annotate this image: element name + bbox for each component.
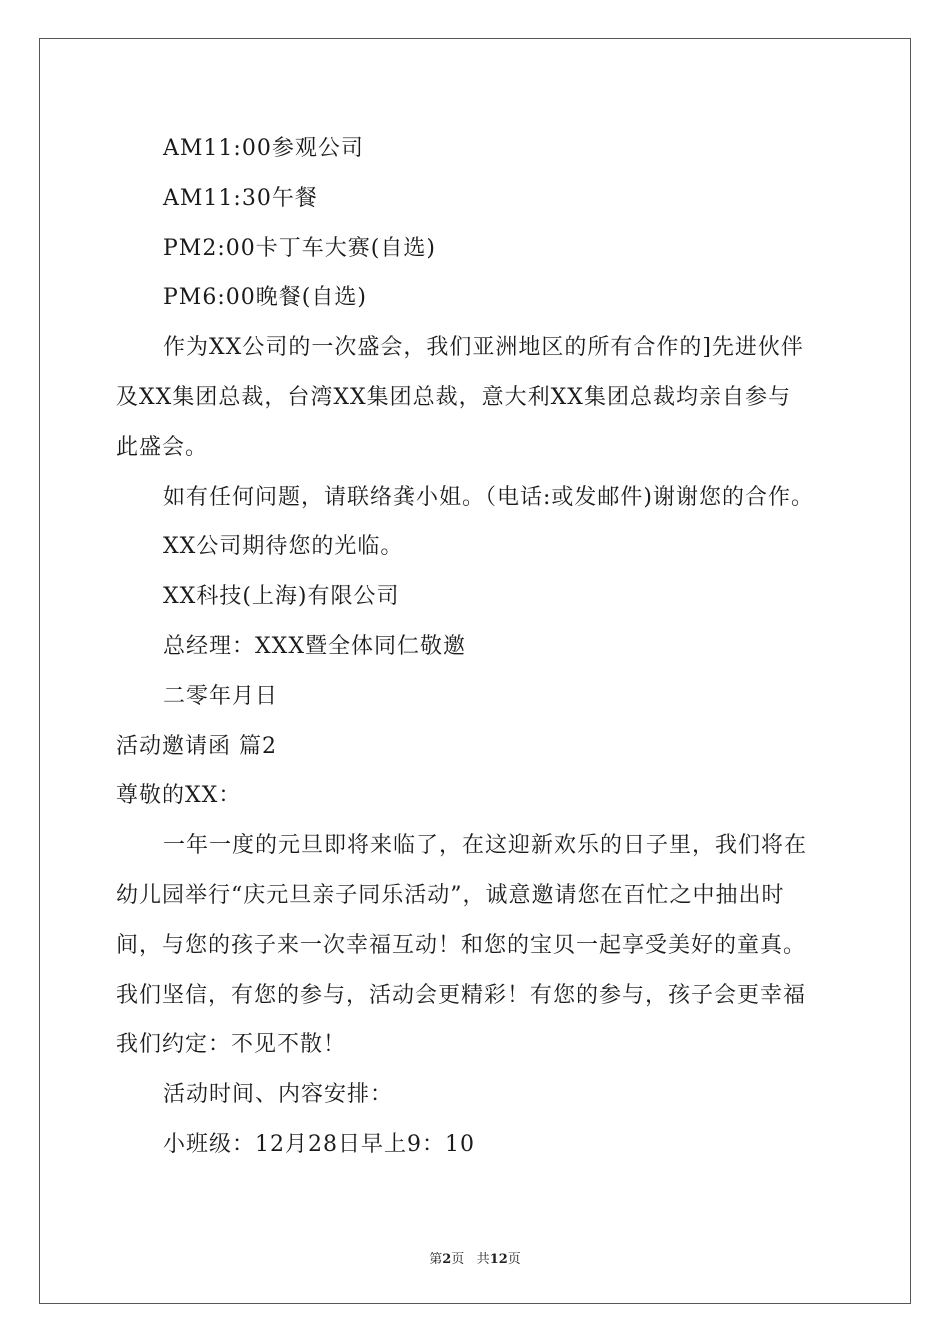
schedule-item-dinner: PM6:00晚餐(自选): [163, 285, 367, 311]
date-line: 二零年月日: [163, 683, 279, 709]
paragraph-line: 间，与您的孩子来一次幸福互动！和您的宝贝一起享受美好的童真。: [116, 932, 807, 958]
page-footer: [0, 1248, 950, 1267]
schedule-item-karting: PM2:00卡丁车大赛(自选): [163, 235, 436, 261]
closing-line: XX公司期待您的光临。: [163, 534, 404, 560]
total-unit: 页: [507, 1252, 521, 1267]
schedule-item-small-class: 小班级：12月28日早上9：10: [163, 1131, 475, 1157]
page-prefix: 第: [429, 1252, 443, 1267]
paragraph-line: 我们约定：不见不散！: [116, 1032, 347, 1058]
paragraph-line: 此盛会。: [116, 434, 209, 460]
contact-line: 如有任何问题，请联络龚小姐。（电话:或发邮件)谢谢您的合作。: [163, 484, 814, 510]
paragraph-line: 及XX集团总裁，台湾XX集团总裁，意大利XX集团总裁均亲自参与: [116, 384, 791, 410]
page-current: 2: [442, 1252, 452, 1267]
schedule-item-lunch: AM11:30午餐: [163, 185, 318, 211]
paragraph-line: 我们坚信，有您的参与，活动会更精彩！有您的参与，孩子会更幸福: [116, 982, 807, 1008]
paragraph-line: 一年一度的元旦即将来临了，在这迎新欢乐的日子里，我们将在: [163, 833, 808, 859]
schedule-heading: 活动时间、内容安排：: [163, 1082, 394, 1108]
company-name: XX科技(上海)有限公司: [163, 584, 400, 610]
page-unit: 页: [451, 1252, 465, 1267]
paragraph-line: 作为XX公司的一次盛会，我们亚洲地区的所有合作的]先进伙伴: [163, 335, 804, 361]
signature-line: 总经理：XXX暨全体同仁敬邀: [163, 633, 466, 659]
schedule-item-visit: AM11:00参观公司: [163, 136, 364, 161]
page-total: 12: [489, 1252, 508, 1267]
document-body: [116, 124, 856, 1170]
paragraph-line: 幼儿园举行“庆元旦亲子同乐活动”，诚意邀请您在百忙之中抽出时: [116, 882, 785, 908]
total-prefix: 共: [476, 1252, 490, 1267]
section-title: 活动邀请函 篇2: [116, 733, 277, 759]
salutation: 尊敬的XX：: [116, 783, 242, 809]
